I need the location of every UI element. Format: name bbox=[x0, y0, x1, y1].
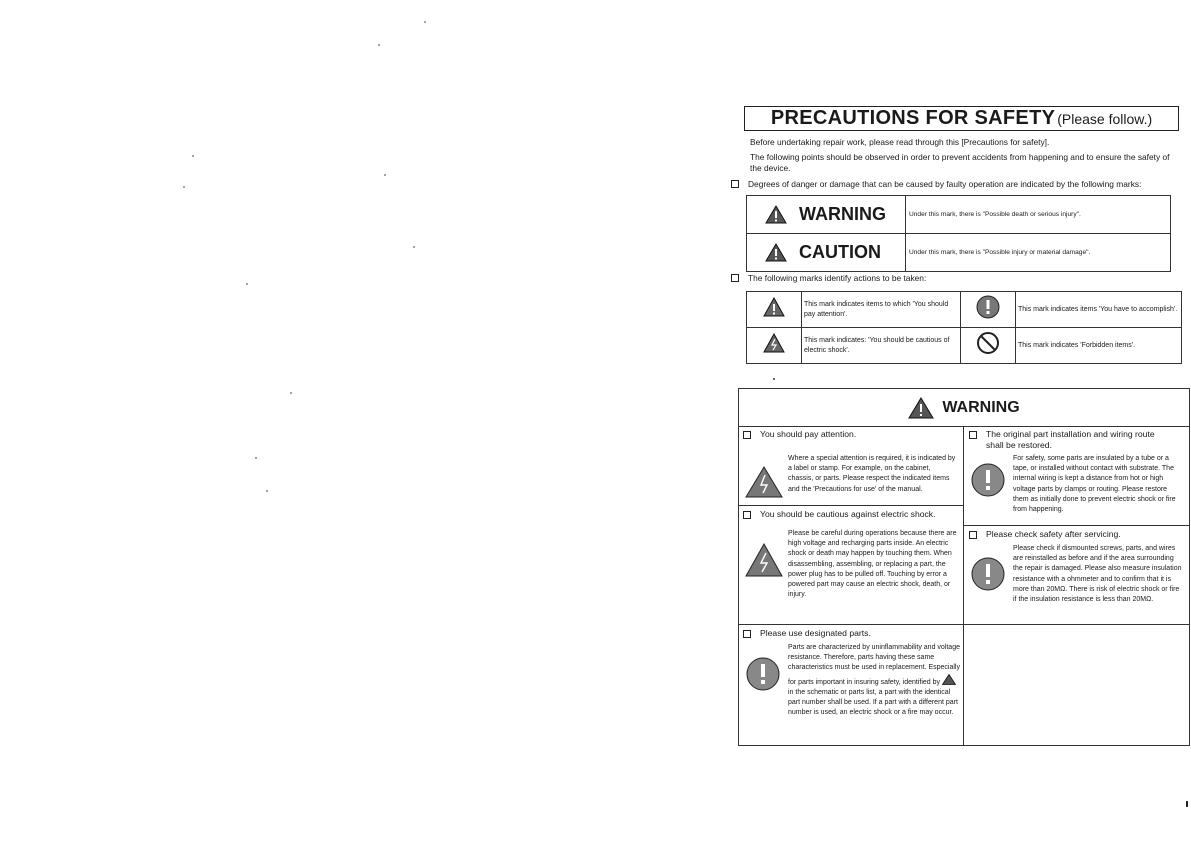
accomplish-circle-icon bbox=[971, 463, 1005, 497]
warning-triangle-icon bbox=[942, 674, 956, 685]
mark-attention-text: This mark indicates items to which 'You should pay attention'. bbox=[802, 292, 961, 328]
warning-triangle-icon bbox=[765, 205, 787, 224]
section-check-body: Please check if dismounted screws, parts, and wires are reinstalled as before and if the area surrounding the repair is damaged. Please also measure insulation resistance with a ohmmeter and to confirm that it is more than 20MΩ. There is risk of electric shock or fire if the insulation resistance is less than 20MΩ. bbox=[1013, 545, 1182, 604]
caution-triangle-icon bbox=[765, 243, 787, 262]
section-parts-body-a: Parts are characterized by uninflammability and voltage resistance. Therefore, parts having these same characteristics must be used in replacement. Especially for parts important in insuring safety, identified by bbox=[788, 644, 960, 686]
section-parts-title bbox=[743, 628, 958, 639]
divider bbox=[963, 426, 964, 746]
section-restore-title-text: The original part installation and wiring route shall be restored. bbox=[986, 429, 1155, 450]
warning-triangle-icon bbox=[908, 397, 934, 419]
checkbox-square-icon bbox=[731, 274, 739, 282]
accomplish-circle-icon bbox=[976, 295, 1000, 319]
danger-levels-table bbox=[746, 195, 1171, 272]
checkbox-square-icon bbox=[969, 431, 977, 439]
section-attention-title-text: You should pay attention. bbox=[760, 429, 857, 439]
section-check-title bbox=[969, 529, 1174, 540]
marks-heading bbox=[731, 273, 1181, 283]
electric-shock-triangle-icon bbox=[745, 543, 783, 577]
attention-triangle-icon bbox=[763, 297, 785, 317]
divider bbox=[738, 624, 1190, 625]
accomplish-circle-icon bbox=[971, 557, 1005, 591]
divider bbox=[738, 426, 1190, 427]
checkbox-square-icon bbox=[743, 511, 751, 519]
section-restore-body: For safety, some parts are insulated by a tube or a tape, or installed without contact with substrate. The internal wiring is kept a distance from hot or high voltage parts by clamps or routing. Please restore them as initially done to prevent electric shock or fire from happening. bbox=[1013, 455, 1176, 514]
attention-triangle-icon bbox=[745, 466, 783, 498]
divider bbox=[738, 505, 963, 506]
warning-label-text: WARNING bbox=[799, 204, 886, 224]
marks-heading-text: The following marks identify actions to be taken: bbox=[748, 273, 927, 283]
mark-accomplish-text: This mark indicates items 'You have to accomplish'. bbox=[1016, 292, 1182, 328]
divider bbox=[963, 525, 1190, 526]
intro-paragraph-1: Before undertaking repair work, please read through this [Precautions for safety]. bbox=[750, 137, 1050, 147]
warning-level-label bbox=[747, 204, 905, 225]
section-parts-body-b: in the schematic or parts list, a part with the identical part number shall be used. If a part with a different part number is used, an electric shock or a fire may occur. bbox=[788, 688, 958, 717]
checkbox-square-icon bbox=[743, 630, 751, 638]
section-restore-title bbox=[969, 429, 1174, 451]
mark-forbidden-text: This mark indicates 'Forbidden items'. bbox=[1016, 328, 1182, 364]
section-attention-body: Where a special attention is required, it is indicated by a label or stamp. For example, on the cabinet, chassis, or parts. Please respect the indicated items and the 'Precautions for use' of the manual. bbox=[788, 455, 956, 493]
section-shock-title-text: You should be cautious against electric shock. bbox=[760, 509, 936, 519]
warning-section-heading-text: WARNING bbox=[942, 399, 1020, 416]
checkbox-square-icon bbox=[743, 431, 751, 439]
intro-paragraph-2: The following points should be observed in order to prevent accidents from happening and to ensure the safety of the device. bbox=[750, 152, 1170, 173]
section-shock-body: Please be careful during operations because there are high voltage and recharging parts inside. An electric shock or death may happen by touching them. When disassembling, assembling, or replacing a part, the power plug has to be pulled off. Touching by error a powered part may cause an electric shock, death, or injury. bbox=[788, 530, 957, 599]
levels-heading bbox=[731, 179, 1181, 189]
scan-dot bbox=[773, 378, 775, 380]
caution-level-desc: Under this mark, there is "Possible injury or material damage". bbox=[906, 234, 1171, 272]
electric-shock-triangle-icon bbox=[763, 333, 785, 353]
title-main: PRECAUTIONS FOR SAFETY bbox=[770, 107, 1056, 129]
warning-level-desc: Under this mark, there is "Possible death or serious injury". bbox=[906, 196, 1171, 234]
action-marks-table bbox=[746, 291, 1182, 364]
section-check-title-text: Please check safety after servicing. bbox=[986, 529, 1121, 539]
caution-label-text: CAUTION bbox=[799, 242, 881, 262]
levels-heading-text: Degrees of danger or damage that can be caused by faulty operation are indicated by the following marks: bbox=[748, 179, 1142, 189]
section-parts-body bbox=[788, 643, 960, 718]
page-title bbox=[744, 106, 1179, 131]
checkbox-square-icon bbox=[969, 531, 977, 539]
accomplish-circle-icon bbox=[746, 657, 780, 691]
section-shock-title bbox=[743, 509, 958, 520]
section-attention-title bbox=[743, 429, 958, 440]
caution-level-label bbox=[747, 242, 905, 263]
title-sub: (Please follow.) bbox=[1057, 110, 1153, 127]
mark-shock-text: This mark indicates: 'You should be cautious of electric shock'. bbox=[802, 328, 961, 364]
warning-section-heading bbox=[739, 389, 1189, 427]
section-parts-title-text: Please use designated parts. bbox=[760, 628, 871, 638]
forbidden-circle-icon bbox=[976, 331, 1000, 355]
checkbox-square-icon bbox=[731, 180, 739, 188]
